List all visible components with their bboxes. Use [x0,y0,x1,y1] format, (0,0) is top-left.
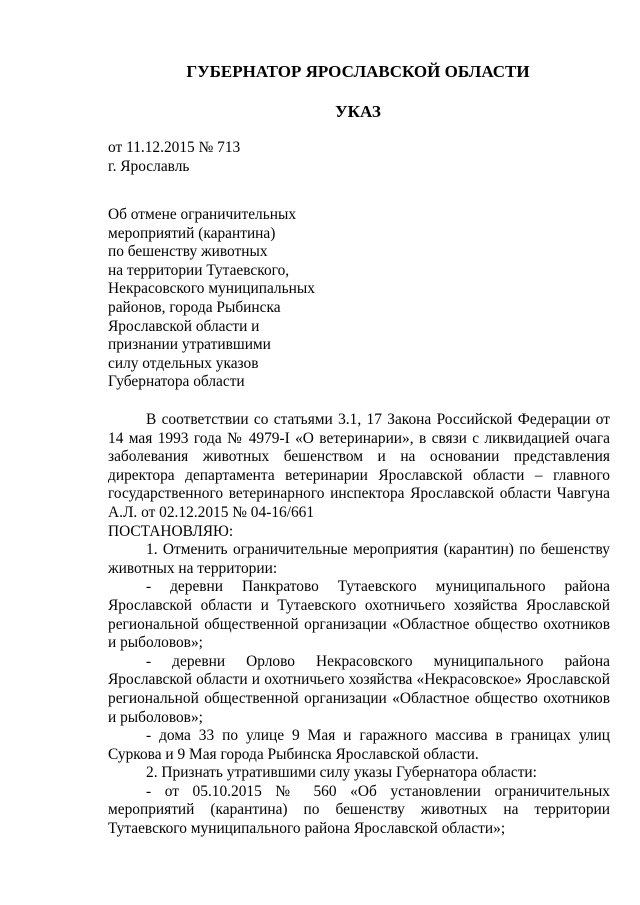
subject-line: Об отмене ограничительных [108,206,297,223]
preamble-paragraph: В соответствии со статьями 3.1, 17 Закона Российской Федерации от 14 мая 1993 года № 4979-I «О ветеринарии», в связи с ликвидацией очага заболевания животных бешенством и на основании представления директора департамента ветеринарии Ярославской области – главного государственного ветеринарного инспектора Ярославской области Чавгуна А.Л. от 02.12.2015 № 04-16/661 [108,411,610,521]
city: г. Ярославль [108,157,190,175]
document-title: ГУБЕРНАТОР ЯРОСЛАВСКОЙ ОБЛАСТИ [186,62,530,81]
subject-line: Ярославской области и [108,317,260,335]
subject-line: на территории Тутаевского, [108,261,290,279]
document-subject [108,206,315,392]
item-1-paragraph: 1. Отменить ограничительные мероприятия (карантин) по бешенству животных на территории: [108,541,610,577]
item-1a-paragraph: - деревни Панкратово Тутаевского муниципального района Ярославской области и Тутаевского охотничьего хозяйства Ярославской региональной общественной организации «Областное общество охотников и рыболовов»; [108,578,610,652]
document-meta [108,139,240,176]
decree-word: ПОСТАНОВЛЯЮ: [108,522,234,540]
item-2a-paragraph: - от 05.10.2015 № 560 «Об установлении ограничительных мероприятий (карантина) по бешенству животных на территории Тутаевского муниципального района Ярославской области»; [108,782,610,838]
date-number: от 11.12.2015 № 713 [108,139,241,156]
subject-line: Губернатора области [108,373,245,391]
subject-line: силу отдельных указов [108,354,259,372]
subject-line: мероприятий (карантина) [108,224,276,242]
item-1b-paragraph: - деревни Орлово Некрасовского муниципального района Ярославской области и охотничьего хозяйства «Некрасовское» Ярославской региональной общественной организации «Областное общество охотников и рыболовов»; [108,652,610,726]
subject-line: Некрасовского муниципальных [108,280,315,298]
item-1c-paragraph: - дома 33 по улице 9 Мая и гаражного массива в границах улиц Суркова и 9 Мая города Рыбинска Ярославской области. [108,727,610,763]
item-2-paragraph: 2. Признать утратившими силу указы Губернатора области: [146,764,537,782]
subject-line: по бешенству животных [108,243,268,261]
subject-line: признании утратившими [108,336,271,354]
document-body [108,411,610,839]
document-type: УКАЗ [335,102,381,121]
subject-line: районов, города Рыбинска [108,298,281,316]
